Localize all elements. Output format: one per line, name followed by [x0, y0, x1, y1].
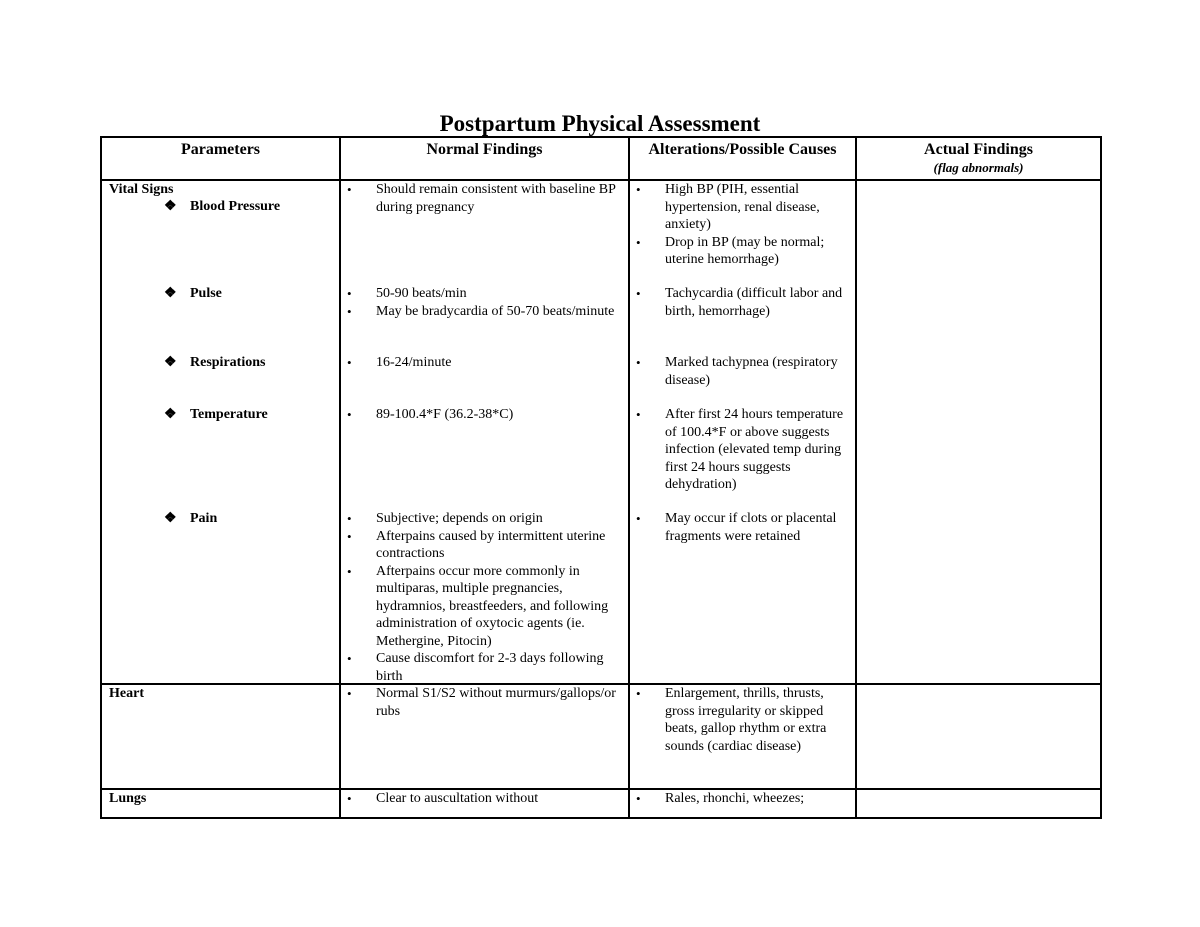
vital-signs-parameters-cell — [101, 180, 340, 684]
pain-normal-list — [341, 510, 620, 685]
bp-normal-list — [341, 181, 620, 216]
list-item: • Tachycardia (difficult labor and birth, hemorrhage) — [630, 285, 847, 320]
list-item: • May occur if clots or placental fragments were retained — [630, 510, 847, 545]
assessment-table — [100, 136, 1102, 819]
diamond-bullet-icon: ❖ — [164, 199, 177, 214]
list-item: • Should remain consistent with baseline BP during pregnancy — [341, 181, 620, 216]
param-temperature: ❖ Temperature — [164, 407, 268, 422]
list-item: • 50-90 beats/min — [341, 285, 620, 303]
bp-alterations-list — [630, 181, 847, 269]
list-item: • Afterpains caused by intermittent uterine contractions — [341, 528, 620, 563]
row-label-heart: Heart — [109, 686, 144, 701]
param-pulse: ❖ Pulse — [164, 286, 222, 301]
list-item: • Cause discomfort for 2-3 days following birth — [341, 650, 620, 685]
list-item: • Subjective; depends on origin — [341, 510, 620, 528]
table-row-lungs — [101, 789, 1101, 818]
respirations-alterations-list — [630, 354, 847, 389]
table-row-heart — [101, 684, 1101, 789]
param-respirations: ❖ Respirations — [164, 355, 266, 370]
lungs-normal-list — [341, 790, 620, 808]
heart-normal-cell — [340, 684, 629, 789]
header-normal-findings: Normal Findings — [340, 137, 629, 180]
row-label-vital-signs: Vital Signs — [109, 182, 174, 197]
header-actual-sublabel: (flag abnormals) — [933, 160, 1024, 175]
lungs-alterations-cell — [629, 789, 856, 818]
vital-signs-actual-cell[interactable] — [856, 180, 1101, 684]
list-item: • Normal S1/S2 without murmurs/gallops/or rubs — [341, 685, 620, 720]
temperature-normal-list — [341, 406, 620, 424]
list-item: • Enlargement, thrills, thrusts, gross irregularity or skipped beats, gallop rhythm or extra sounds (cardiac disease) — [630, 685, 847, 755]
header-parameters: Parameters — [101, 137, 340, 180]
temperature-alterations-list — [630, 406, 847, 494]
heart-normal-list — [341, 685, 620, 720]
header-actual-label: Actual Findings — [924, 141, 1033, 158]
list-item: • Afterpains occur more commonly in multiparas, multiple pregnancies, hydramnios, breastfeeders, and following administration of oxytocic agents (ie. Methergine, Pitocin) — [341, 563, 620, 651]
heart-alterations-list — [630, 685, 847, 755]
header-alterations: Alterations/Possible Causes — [629, 137, 856, 180]
lungs-actual-cell[interactable] — [856, 789, 1101, 818]
vital-signs-alterations-cell — [629, 180, 856, 684]
heart-alterations-cell — [629, 684, 856, 789]
respirations-normal-list — [341, 354, 620, 372]
header-actual-findings — [856, 137, 1101, 180]
header-row — [101, 137, 1101, 180]
diamond-bullet-icon: ❖ — [164, 286, 177, 301]
diamond-bullet-icon: ❖ — [164, 407, 177, 422]
param-pain: ❖ Pain — [164, 511, 218, 526]
list-item: • Rales, rhonchi, wheezes; — [630, 790, 847, 808]
list-item: • After first 24 hours temperature of 100.4*F or above suggests infection (elevated temp during first 24 hours suggests dehydration) — [630, 406, 847, 494]
heart-actual-cell[interactable] — [856, 684, 1101, 789]
lungs-normal-cell — [340, 789, 629, 818]
pulse-alterations-list — [630, 285, 847, 320]
list-item: • High BP (PIH, essential hypertension, renal disease, anxiety) — [630, 181, 847, 234]
row-label-lungs: Lungs — [109, 791, 147, 806]
pain-alterations-list — [630, 510, 847, 545]
list-item: • Drop in BP (may be normal; uterine hemorrhage) — [630, 234, 847, 269]
diamond-bullet-icon: ❖ — [164, 355, 177, 370]
pulse-normal-list — [341, 285, 620, 320]
param-blood-pressure: ❖ Blood Pressure — [164, 199, 281, 214]
list-item: • May be bradycardia of 50-70 beats/minute — [341, 303, 620, 321]
list-item: • Marked tachypnea (respiratory disease) — [630, 354, 847, 389]
list-item: • Clear to auscultation without — [341, 790, 620, 808]
heart-parameters-cell — [101, 684, 340, 789]
list-item: • 16-24/minute — [341, 354, 620, 372]
lungs-parameters-cell — [101, 789, 340, 818]
vital-signs-normal-cell — [340, 180, 629, 684]
lungs-alterations-list — [630, 790, 847, 808]
table-row-vital-signs — [101, 180, 1101, 684]
page-title: Postpartum Physical Assessment — [439, 111, 761, 136]
list-item: • 89-100.4*F (36.2-38*C) — [341, 406, 620, 424]
diamond-bullet-icon: ❖ — [164, 511, 177, 526]
